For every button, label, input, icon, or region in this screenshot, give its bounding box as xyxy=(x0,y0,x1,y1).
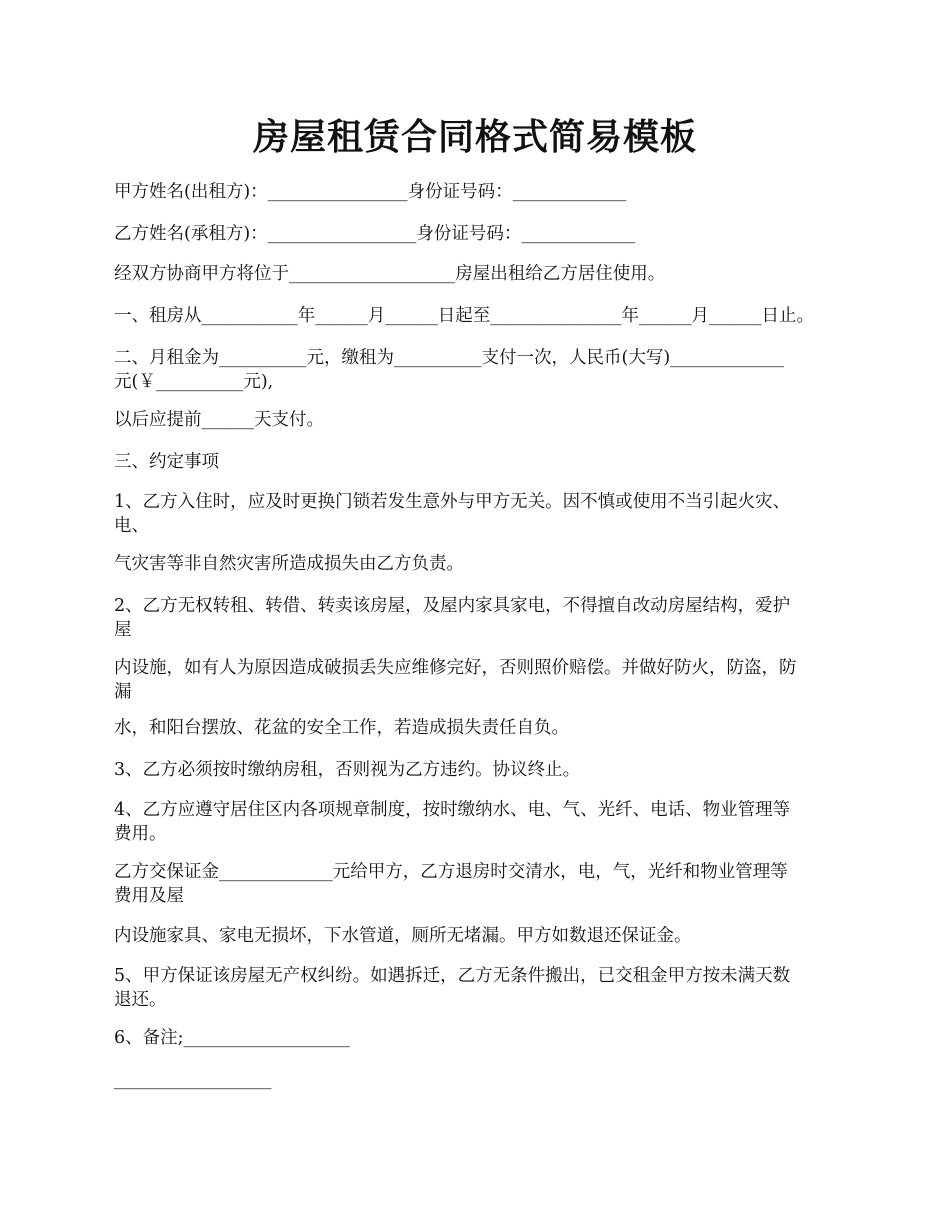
tenant-line: 乙方姓名(承租方)：_________________身份证号码：_____________ xyxy=(114,224,636,244)
term-line: 一、租房从___________年______月______日起至_______________年______月______日止。 xyxy=(114,306,814,326)
item4-part1: 4、乙方应遵守居住区内各项规章制度，按时缴纳水、电、气、光纤、电话、物业管理等 费用。 xyxy=(114,800,791,844)
advance-line: 以后应提前______天支付。 xyxy=(114,410,324,430)
location-line: 经双方协商甲方将位于___________________房屋出租给乙方居住使用。 xyxy=(114,264,666,284)
item6-remarks: 6、备注;___________________ xyxy=(114,1028,350,1048)
document-title: 房屋租赁合同格式简易模板 xyxy=(252,116,697,158)
item5: 5、甲方保证该房屋无产权纠纷。如遇拆迁，乙方无条件搬出，已交租金甲方按未满天数 退还。 xyxy=(114,966,791,1010)
item2-part3: 水，和阳台摆放、花盆的安全工作，若造成损失责任自负。 xyxy=(114,718,569,738)
landlord-line: 甲方姓名(出租方)：________________身份证号码：_____________ xyxy=(114,182,627,202)
item4-part2: 乙方交保证金_____________元给甲方，乙方退房时交清水，电，气，光纤和物业管理等 费用及屋 xyxy=(114,862,788,906)
item2-part1: 2、乙方无权转租、转借、转卖该房屋，及屋内家具家电，不得擅自改动房屋结构，爱护 屋 xyxy=(114,596,791,640)
section3-heading: 三、约定事项 xyxy=(114,452,219,472)
item6-continuation: __________________ xyxy=(114,1070,272,1090)
item4-part3: 内设施家具、家电无损坏，下水管道，厕所无堵漏。甲方如数退还保证金。 xyxy=(114,926,692,946)
rent-line: 二、月租金为__________元，缴租为__________支付一次，人民币(大写)_____________ 元(￥__________元), xyxy=(114,348,784,392)
item2-part2: 内设施，如有人为原因造成破损丢失应维修完好，否则照价赔偿。并做好防火，防盗，防 漏 xyxy=(114,658,797,702)
item3: 3、乙方必须按时缴纳房租，否则视为乙方违约。协议终止。 xyxy=(114,760,581,780)
item1-part2: 气灾害等非自然灾害所造成损失由乙方负责。 xyxy=(114,554,464,574)
item1-part1: 1、乙方入住时，应及时更换门锁若发生意外与甲方无关。因不慎或使用不当引起火灾、 电、 xyxy=(114,492,791,536)
